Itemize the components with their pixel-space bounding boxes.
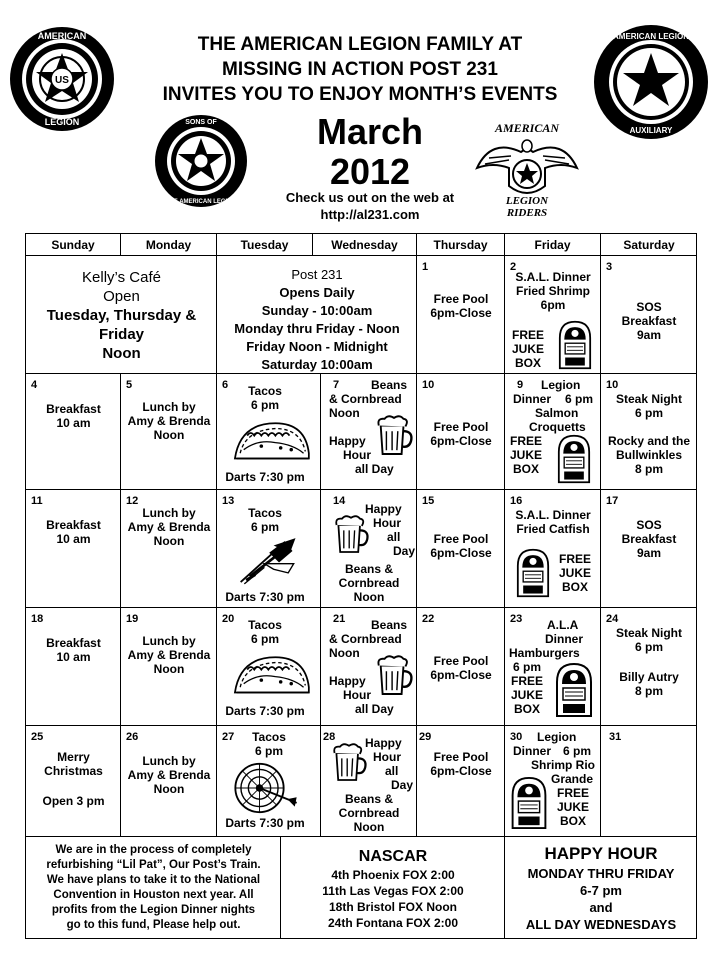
- day-number: 26: [126, 731, 139, 743]
- post-hours-cell: [217, 256, 417, 374]
- event-line: Happy: [329, 434, 366, 448]
- year-label: 2012: [329, 151, 411, 192]
- event-line: Beans &: [344, 792, 394, 806]
- event-line: Happy: [365, 736, 402, 750]
- day-5-cell: [121, 374, 217, 490]
- dartboard-icon: [231, 762, 301, 814]
- header-sunday: Sunday: [26, 234, 121, 256]
- free-jukebox-line: JUKE: [511, 342, 544, 356]
- day-10-cell: [601, 374, 697, 490]
- event-line: Breakfast: [621, 314, 677, 328]
- day-9-cell: [505, 374, 601, 490]
- event-line: Amy & Brenda: [127, 414, 211, 428]
- day-31-cell: [601, 726, 697, 837]
- event-line: Fried Catfish: [516, 522, 590, 536]
- free-jukebox-line: FREE: [509, 434, 542, 448]
- event-line: Noon: [153, 534, 185, 548]
- day-number: 19: [126, 613, 139, 625]
- header-saturday: Saturday: [601, 234, 697, 256]
- happy-hour-title: HAPPY HOUR: [544, 844, 658, 863]
- event-line: & Cornbread: [329, 632, 402, 646]
- header-tuesday: Tuesday: [217, 234, 313, 256]
- event-line: Breakfast: [621, 532, 677, 546]
- event-line: all Day: [355, 462, 394, 476]
- event-line: 6pm-Close: [430, 668, 492, 682]
- cafe-days: Tuesday, Thursday &: [46, 307, 197, 324]
- event-line: 6pm-Close: [430, 306, 492, 320]
- event-line: 6pm-Close: [430, 546, 492, 560]
- event-line: Hamburgers: [509, 646, 580, 660]
- day-number: 12: [126, 495, 139, 507]
- day-number: 20: [222, 613, 235, 625]
- cafe-hours-cell: [26, 256, 217, 374]
- event-line: 6 pm: [250, 398, 279, 412]
- sons-of-legion-emblem: [153, 113, 249, 209]
- event-line: Bullwinkles: [615, 448, 683, 462]
- event-line: Hour: [343, 448, 371, 462]
- nascar-schedule: [281, 837, 505, 939]
- day-29-cell: [417, 726, 505, 837]
- day-28-cell: [321, 726, 417, 837]
- event-line: Rocky and the: [607, 434, 691, 448]
- event-line: Noon: [353, 820, 385, 834]
- day-18-cell: [26, 608, 121, 726]
- day-number: 27: [222, 731, 235, 743]
- day-number: 21: [333, 613, 346, 625]
- beer-mug-icon: [333, 514, 369, 554]
- event-line: 6 pm: [634, 406, 663, 420]
- website-note: [260, 189, 480, 223]
- day-number: 1: [422, 261, 429, 273]
- post-sunday: Sunday - 10:00am: [261, 303, 373, 318]
- nascar-race: 24th Fontana FOX 2:00: [327, 916, 459, 930]
- day-16-cell: [505, 490, 601, 608]
- free-jukebox-line: JUKE: [510, 688, 543, 702]
- header-thursday: Thursday: [417, 234, 505, 256]
- day-11-cell: [26, 490, 121, 608]
- event-line: 6pm-Close: [430, 764, 492, 778]
- note-line: Convention in Houston next year. All: [53, 889, 254, 901]
- day-number: 30: [510, 731, 523, 743]
- flyer-title: [120, 32, 600, 107]
- event-line: Steak Night: [615, 626, 682, 640]
- month-label: March: [316, 111, 424, 152]
- svg-text:RIDERS: RIDERS: [506, 207, 548, 219]
- event-line: Fried Shrimp: [515, 284, 590, 298]
- darts-icon: [237, 536, 301, 586]
- post-friday: Friday Noon - Midnight: [246, 339, 388, 354]
- beer-mug-icon: [331, 742, 367, 782]
- event-line: Darts 7:30 pm: [225, 470, 305, 484]
- event-line: SOS: [636, 300, 662, 314]
- event-line: Lunch by: [142, 506, 196, 520]
- day-number: 11: [31, 495, 43, 507]
- cafe-day-friday: Friday: [98, 326, 144, 343]
- event-line: S.A.L. Dinner: [515, 270, 591, 284]
- event-line: Noon: [153, 782, 185, 796]
- cafe-open: Open: [103, 288, 140, 305]
- svg-text:AMERICAN: AMERICAN: [494, 121, 560, 135]
- event-line: Beans: [371, 618, 408, 632]
- event-line: Steak Night: [615, 392, 682, 406]
- day-2-cell: [505, 256, 601, 374]
- event-line: Noon: [153, 428, 185, 442]
- day-number: 6: [222, 379, 229, 391]
- event-line: Salmon: [535, 406, 579, 420]
- day-4-cell: [26, 374, 121, 490]
- day-15-cell: [417, 490, 505, 608]
- happy-hour-line: 6-7 pm: [580, 883, 622, 898]
- event-line: Darts 7:30 pm: [225, 590, 305, 604]
- svg-text:SONS OF: SONS OF: [185, 119, 217, 126]
- header-monday: Monday: [121, 234, 217, 256]
- event-line: 6 pm: [565, 392, 594, 406]
- website-url[interactable]: http://al231.com: [320, 207, 420, 222]
- day-22-cell: [417, 608, 505, 726]
- event-line: Happy: [365, 502, 402, 516]
- event-line: 8 pm: [634, 684, 663, 698]
- event-line: Breakfast: [46, 402, 101, 416]
- event-line: 6 pm: [563, 744, 592, 758]
- event-line: 6 pm: [250, 632, 279, 646]
- day-30-cell: [505, 726, 601, 837]
- event-line: Dinner: [513, 392, 552, 406]
- day-number: 16: [510, 495, 523, 507]
- event-line: 6pm-Close: [430, 434, 492, 448]
- day-number: 15: [422, 495, 435, 507]
- note-line: go to this fund, Please help out.: [66, 919, 241, 931]
- month-year: [280, 112, 460, 192]
- event-line: 10 am: [56, 416, 91, 430]
- event-line: Tacos: [252, 730, 286, 744]
- day-20-cell: [217, 608, 321, 726]
- svg-text:AMERICAN LEGION: AMERICAN LEGION: [613, 32, 689, 41]
- svg-text:US: US: [55, 75, 69, 86]
- free-jukebox-line: BOX: [561, 580, 588, 594]
- day-19-cell: [121, 608, 217, 726]
- day-1-cell: [417, 256, 505, 374]
- event-line: 8 pm: [634, 462, 663, 476]
- event-line: Dinner: [545, 632, 584, 646]
- day-number: 10: [422, 379, 435, 391]
- nascar-title: NASCAR: [358, 848, 428, 865]
- event-line: 6pm: [540, 298, 566, 312]
- event-line: Billy Autry: [619, 670, 679, 684]
- event-line: Amy & Brenda: [127, 768, 211, 782]
- event-line: & Cornbread: [329, 392, 402, 406]
- free-jukebox-line: BOX: [514, 356, 541, 370]
- day-23-cell: [505, 608, 601, 726]
- event-line: Amy & Brenda: [127, 648, 211, 662]
- beer-mug-icon: [375, 654, 413, 696]
- title-line-1: THE AMERICAN LEGION FAMILY AT: [197, 34, 523, 55]
- free-jukebox-line: BOX: [513, 702, 540, 716]
- event-line: 6 pm: [634, 640, 663, 654]
- day-number: 18: [31, 613, 44, 625]
- day-number: 29: [419, 731, 432, 743]
- event-line: Beans: [371, 378, 408, 392]
- event-line: Amy & Brenda: [127, 520, 211, 534]
- happy-hour-line: and: [589, 900, 613, 915]
- cafe-name: Kelly’s Café: [82, 269, 161, 286]
- event-line: Day: [391, 778, 414, 792]
- event-line: Darts 7:30 pm: [225, 704, 305, 718]
- day-number: 25: [31, 731, 44, 743]
- event-line: 10 am: [56, 650, 91, 664]
- day-24-cell: [601, 608, 697, 726]
- event-line: Open 3 pm: [42, 794, 105, 808]
- nascar-race: 11th Las Vegas FOX 2:00: [322, 884, 464, 898]
- free-jukebox-line: FREE: [558, 552, 591, 566]
- event-line: Merry: [57, 750, 90, 764]
- day-number: 3: [606, 261, 613, 273]
- free-jukebox-line: FREE: [556, 786, 589, 800]
- event-line: Noon: [353, 590, 385, 604]
- event-line: 6 pm: [512, 660, 541, 674]
- event-line: Grande: [551, 772, 594, 786]
- event-line: Legion: [537, 730, 577, 744]
- event-line: Free Pool: [433, 750, 489, 764]
- event-line: Cornbread: [338, 806, 400, 820]
- event-line: Hour: [343, 688, 371, 702]
- jukebox-icon: [555, 662, 593, 718]
- event-line: Christmas: [44, 764, 103, 778]
- event-line: Darts 7:30 pm: [225, 816, 305, 830]
- event-line: Breakfast: [46, 636, 101, 650]
- day-8-cell: [417, 374, 505, 490]
- svg-text:LEGION: LEGION: [505, 195, 549, 207]
- event-line: Tacos: [248, 506, 282, 520]
- day-7-cell: [321, 374, 417, 490]
- event-line: A.L.A: [547, 618, 579, 632]
- header-friday: Friday: [505, 234, 601, 256]
- post-weekday: Monday thru Friday - Noon: [234, 321, 400, 336]
- cafe-time: Noon: [102, 345, 141, 362]
- event-line: SOS: [636, 518, 662, 532]
- event-line: Tacos: [248, 618, 282, 632]
- free-jukebox-line: FREE: [511, 328, 544, 342]
- event-line: Free Pool: [433, 292, 489, 306]
- train-fund-note: [26, 837, 281, 939]
- free-jukebox-line: JUKE: [558, 566, 591, 580]
- event-line: 9am: [636, 328, 662, 342]
- event-line: Lunch by: [142, 400, 196, 414]
- event-line: Lunch by: [142, 754, 196, 768]
- svg-text:AUXILIARY: AUXILIARY: [629, 126, 673, 135]
- day-27-cell: [217, 726, 321, 837]
- day-26-cell: [121, 726, 217, 837]
- event-line: Free Pool: [433, 420, 489, 434]
- post-opens: Opens Daily: [279, 285, 355, 300]
- event-line: Breakfast: [46, 518, 101, 532]
- event-line: Free Pool: [433, 654, 489, 668]
- free-jukebox-line: FREE: [510, 674, 543, 688]
- day-number: 24: [606, 613, 619, 625]
- free-jukebox-line: BOX: [512, 462, 539, 476]
- day-number: 28: [323, 731, 336, 743]
- event-line: Free Pool: [433, 532, 489, 546]
- jukebox-icon: [513, 548, 553, 598]
- day-number: 23: [510, 613, 523, 625]
- website-line: Check us out on the web at: [285, 190, 455, 205]
- note-line: We have plans to take it to the National: [46, 874, 261, 886]
- event-line: all: [387, 530, 401, 544]
- american-legion-emblem: [8, 25, 116, 133]
- note-line: We are in the process of completely: [55, 844, 252, 856]
- event-line: Hour: [373, 750, 401, 764]
- event-line: Shrimp Rio: [531, 758, 596, 772]
- event-line: Noon: [329, 406, 360, 420]
- event-line: Croquetts: [529, 420, 586, 434]
- header-wednesday: Wednesday: [313, 234, 417, 256]
- event-line: Dinner: [513, 744, 552, 758]
- jukebox-icon: [509, 776, 549, 830]
- day-number: 4: [31, 379, 38, 391]
- svg-text:AMERICAN: AMERICAN: [37, 31, 87, 41]
- legion-riders-emblem: [471, 108, 583, 220]
- note-line: profits from the Legion Dinner nights: [51, 904, 256, 916]
- note-line: refurbishing “Lil Pat”, Our Post’s Train.: [46, 859, 261, 871]
- event-line: Day: [393, 544, 416, 558]
- happy-hour-line: MONDAY THRU FRIDAY: [527, 866, 675, 881]
- event-line: Legion: [541, 378, 581, 392]
- day-number: 7: [333, 379, 340, 391]
- post-name: Post 231: [291, 267, 343, 282]
- day-number: 13: [222, 495, 235, 507]
- free-jukebox-line: JUKE: [509, 448, 542, 462]
- happy-hour-box: [505, 837, 697, 939]
- event-line: Cornbread: [338, 576, 400, 590]
- day-number: 5: [126, 379, 133, 391]
- event-line: 10 am: [56, 532, 91, 546]
- svg-text:LEGION: LEGION: [44, 117, 80, 127]
- jukebox-icon: [557, 434, 591, 484]
- taco-icon: [231, 652, 311, 696]
- free-jukebox-line: BOX: [559, 814, 586, 828]
- day-12-cell: [121, 490, 217, 608]
- post-saturday: Saturday 10:00am: [261, 357, 373, 372]
- event-line: Hour: [373, 516, 401, 530]
- day-number: 14: [333, 495, 346, 507]
- event-line: Lunch by: [142, 634, 196, 648]
- day-17-cell: [601, 490, 697, 608]
- nascar-race: 18th Bristol FOX Noon: [328, 900, 457, 914]
- calendar-grid: [25, 233, 697, 939]
- svg-text:THE AMERICAN LEGION: THE AMERICAN LEGION: [165, 199, 237, 205]
- event-line: all: [385, 764, 399, 778]
- title-line-2: MISSING IN ACTION POST 231: [222, 59, 498, 80]
- event-line: 6 pm: [250, 520, 279, 534]
- event-line: 6 pm: [254, 744, 283, 758]
- beer-mug-icon: [375, 414, 413, 456]
- event-line: 9am: [636, 546, 662, 560]
- day-number: 31: [609, 731, 622, 743]
- day-13-cell: [217, 490, 321, 608]
- jukebox-icon: [557, 320, 593, 370]
- legion-auxiliary-emblem: [592, 23, 710, 141]
- event-line: Tacos: [248, 384, 282, 398]
- taco-icon: [231, 418, 311, 462]
- nascar-race: 4th Phoenix FOX 2:00: [331, 868, 455, 882]
- event-line: all Day: [355, 702, 394, 716]
- event-line: Noon: [153, 662, 185, 676]
- day-21-cell: [321, 608, 417, 726]
- day-3-cell: [601, 256, 697, 374]
- day-number: 22: [422, 613, 435, 625]
- day-25-cell: [26, 726, 121, 837]
- day-number: 17: [606, 495, 619, 507]
- event-line: Happy: [329, 674, 366, 688]
- day-number: 2: [510, 261, 517, 273]
- day-14-cell: [321, 490, 417, 608]
- day-number: 10: [606, 379, 619, 391]
- happy-hour-line: ALL DAY WEDNESDAYS: [525, 917, 677, 932]
- event-line: S.A.L. Dinner: [515, 508, 591, 522]
- free-jukebox-line: JUKE: [556, 800, 589, 814]
- title-line-3: INVITES YOU TO ENJOY MONTH’S EVENTS: [162, 84, 558, 105]
- event-line: Beans &: [344, 562, 394, 576]
- day-number: 9: [517, 379, 524, 391]
- day-6-cell: [217, 374, 321, 490]
- event-line: Noon: [329, 646, 360, 660]
